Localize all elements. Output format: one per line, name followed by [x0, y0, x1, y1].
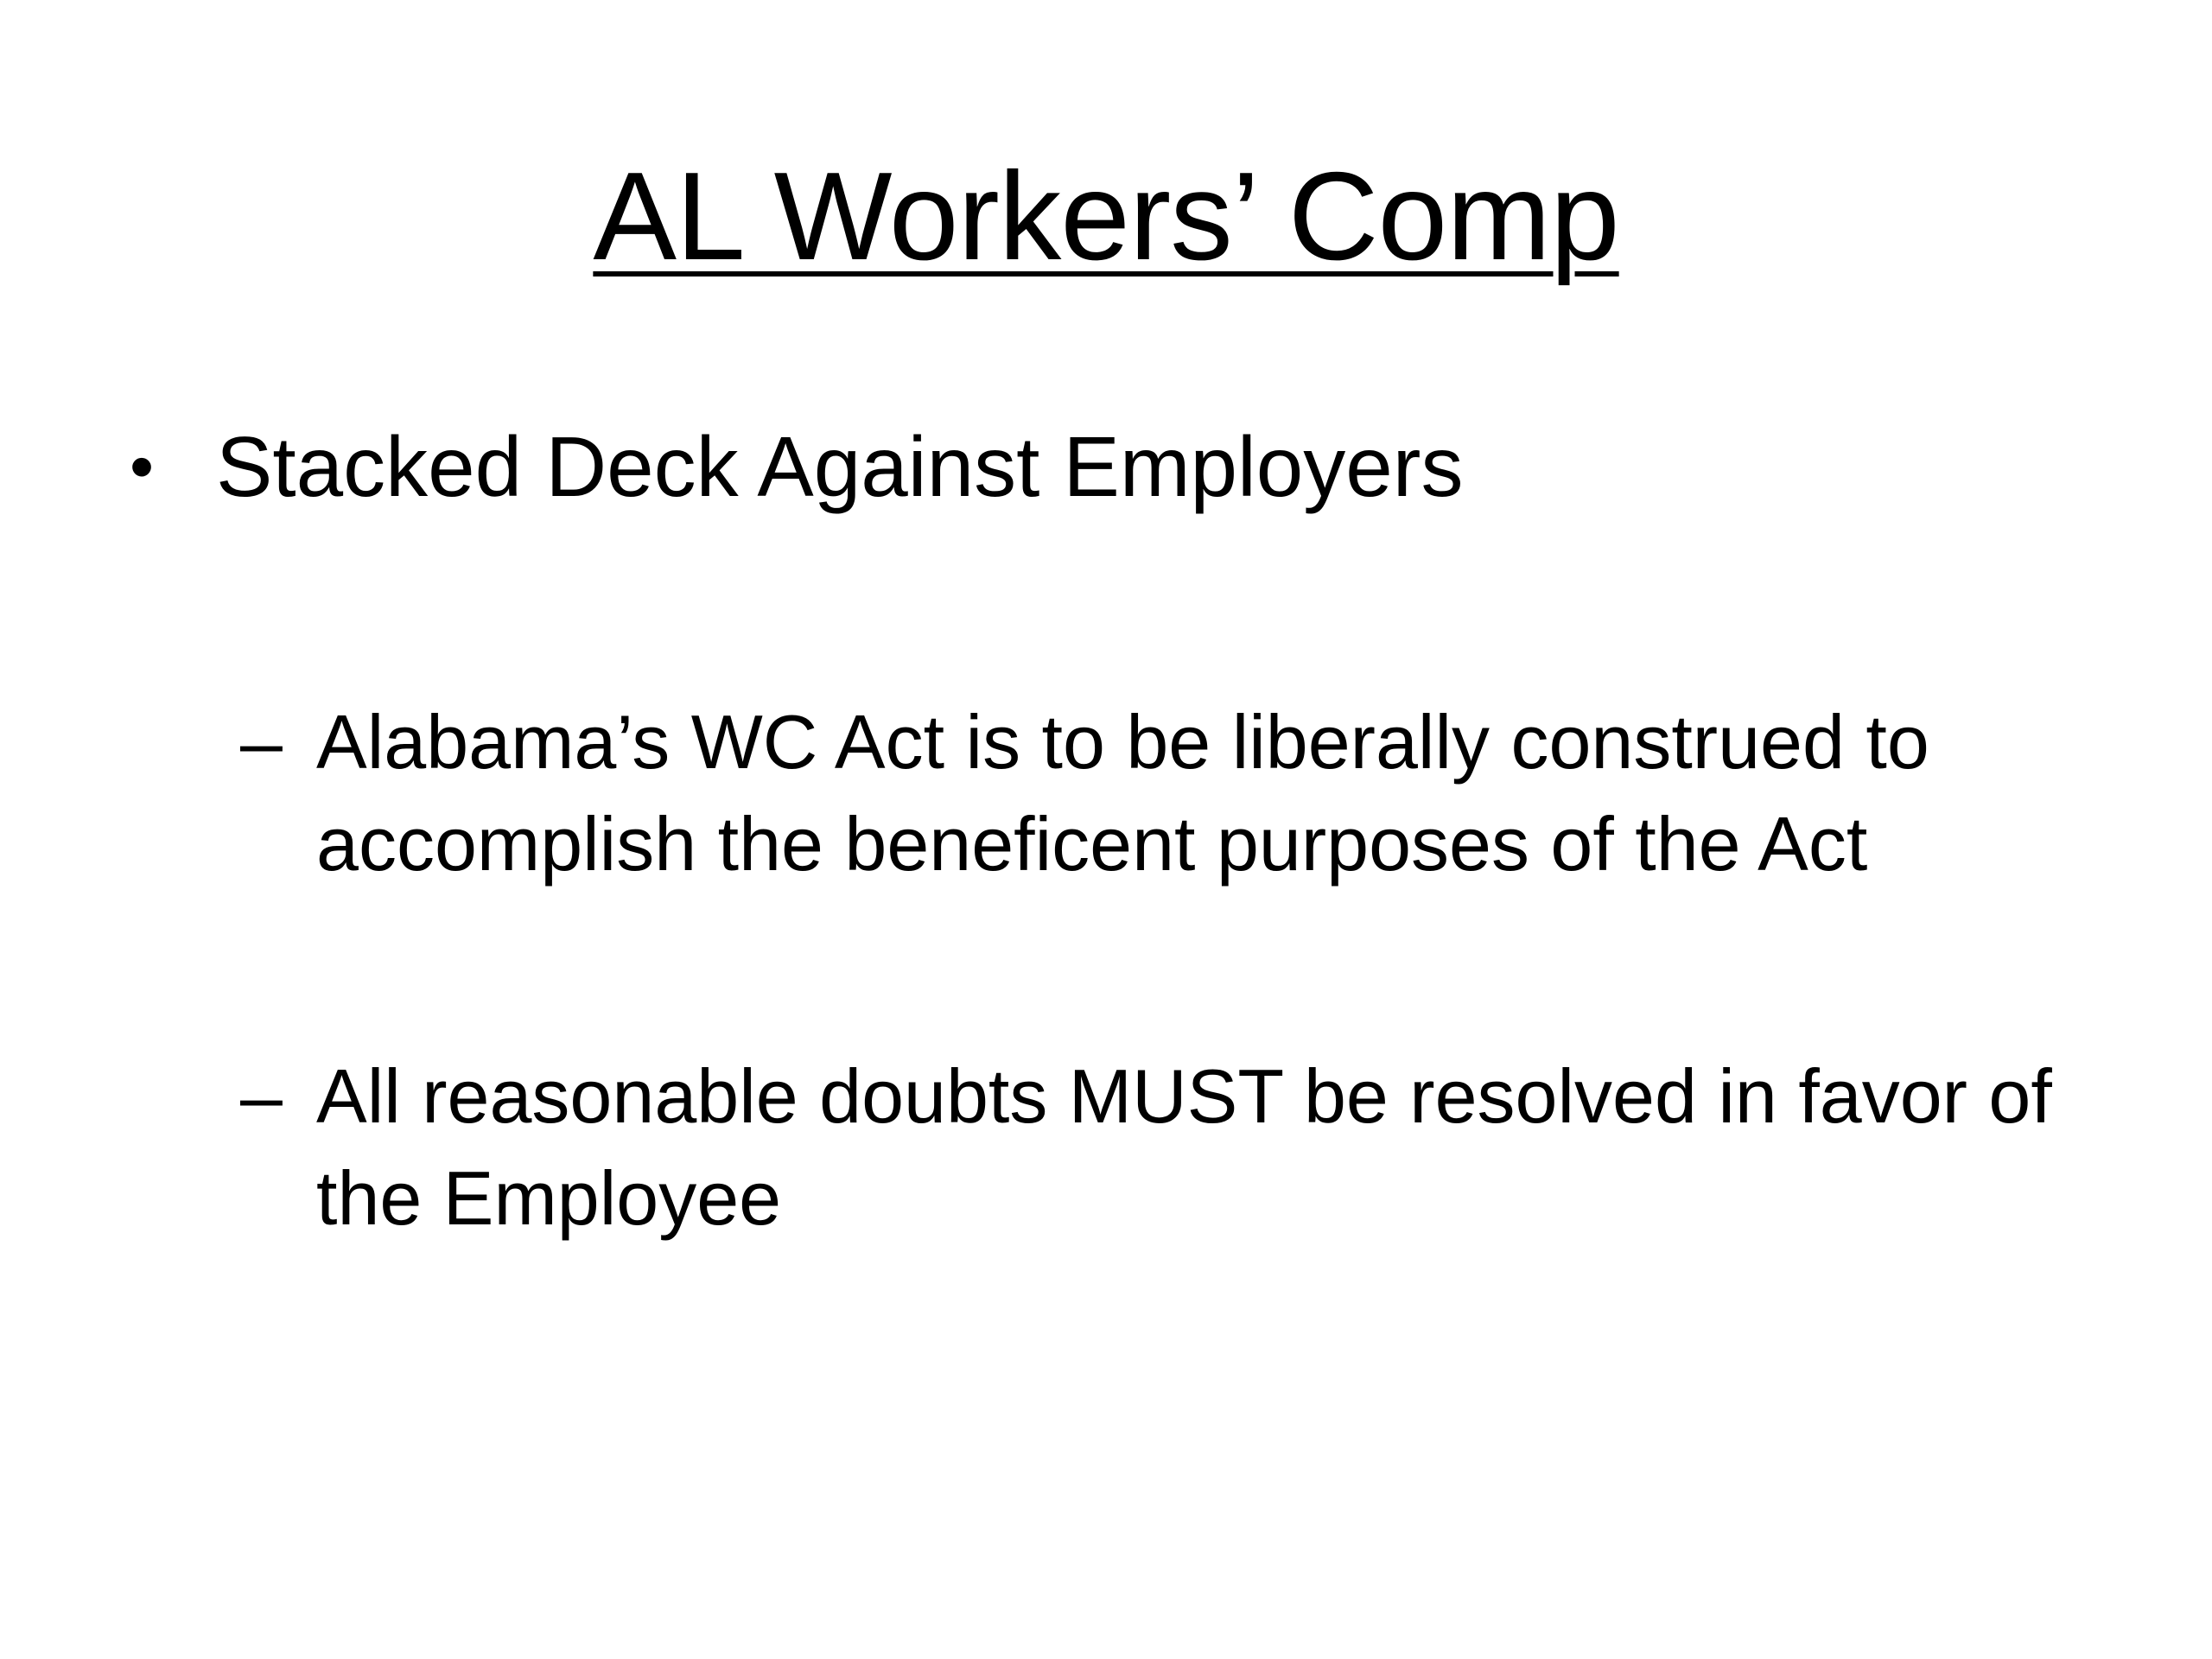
sub-bullet-item	[240, 1046, 2098, 1249]
sub-bullet-marker: –	[240, 699, 283, 785]
slide-title-text: AL Workers’ Comp	[593, 146, 1619, 286]
bullet-marker: •	[130, 428, 155, 505]
sub-bullet-marker: –	[240, 1053, 283, 1139]
bullet-item	[130, 415, 2117, 518]
sub-bullet-text: Alabama’s WC Act is to be liberally construed to accomplish the beneficent purposes of the Act	[316, 699, 1929, 887]
bullet-text: Stacked Deck Against Employers	[216, 419, 1464, 514]
sub-bullet-text: All reasonable doubts MUST be resolved in favor of the Employee	[316, 1053, 2052, 1241]
slide-title	[0, 147, 2212, 285]
sub-bullet-item	[240, 691, 2098, 895]
